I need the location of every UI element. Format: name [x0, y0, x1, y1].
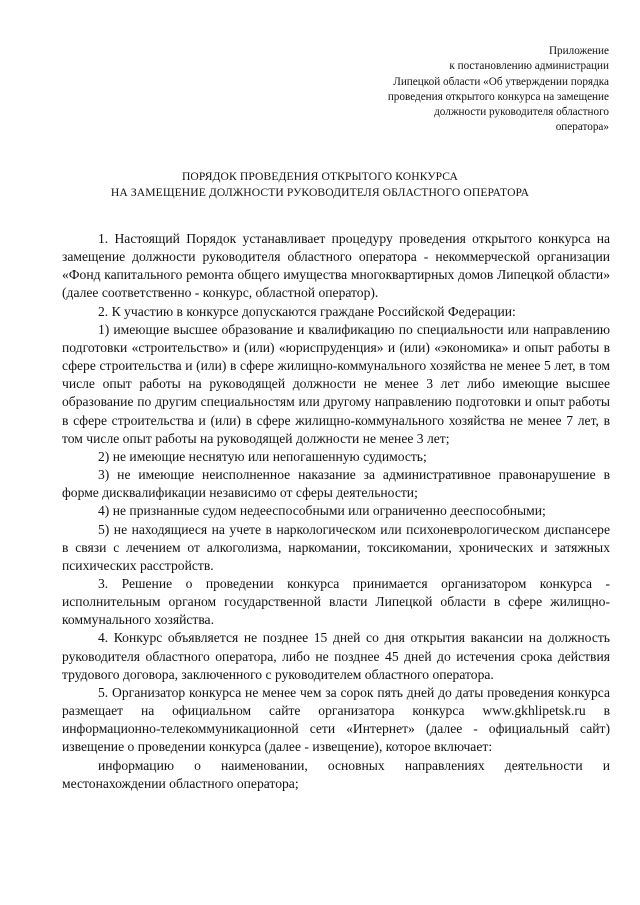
- paragraph-5: 5. Организатор конкурса не менее чем за сорок пять дней до даты проведения конкурса размещает на официальном сайте организатора конкурса www.gkhlipetsk.ru в информационно-телекоммуникационной сети «Интернет» (далее - официальный сайт) извещение о проведении конкурса (далее - извещение), которое включает:: [62, 684, 610, 755]
- annex-line: к постановлению администрации: [449, 60, 609, 73]
- paragraph-2-item-2: 2) не имеющие неснятую или непогашенную судимость;: [98, 448, 427, 464]
- annex-line: должности руководителя областного: [434, 106, 609, 119]
- document-title: [0, 169, 640, 201]
- annex-line: Липецкой области «Об утверждении порядка: [393, 75, 609, 88]
- paragraph-2-item-4: 4) не признанные судом недееспособными или ограниченно дееспособными;: [98, 503, 546, 519]
- annex-line: оператора»: [555, 121, 609, 134]
- annex-line: Приложение: [548, 45, 609, 57]
- paragraph-2: 2. К участию в конкурсе допускаются граждане Российской Федерации:: [98, 303, 516, 319]
- paragraph-2-item-1: 1) имеющие высшее образование и квалификацию по специальности или направлению подготовки «строительство» и (или) «юриспруденция» и (или) «экономика» и опыт работы в сфере строительства и (или) в сфере жилищно-коммунального хозяйства не менее 5 лет, в том числе опыт работы на руководящей должности не менее 3 лет либо имеющие высшее образование по другим специальностям или другому направлению подготовки и опыт работы в сфере строительства и (или) в сфере жилищно-коммунального хозяйства не менее 7 лет, в том числе опыт работы на руководящей должности не менее 3 лет;: [62, 321, 610, 446]
- annex-line: проведения открытого конкурса на замещение: [387, 90, 609, 103]
- title-line-2: НА ЗАМЕЩЕНИЕ ДОЛЖНОСТИ РУКОВОДИТЕЛЯ ОБЛАСТНОГО ОПЕРАТОРА: [110, 186, 530, 199]
- paragraph-2-item-5: 5) не находящиеся на учете в наркологическом или психоневрологическом диспансере в связи с лечением от алкоголизма, наркомании, токсикомании, хронических и затяжных психических расстройств.: [62, 521, 610, 573]
- document-body: [62, 230, 610, 793]
- paragraph-5-item-1: информацию о наименовании, основных направлениях деятельности и местонахождении областного оператора;: [62, 757, 610, 791]
- paragraph-2-item-3: 3) не имеющие неисполненное наказание за административное правонарушение в форме дисквалификации независимо от сферы деятельности;: [62, 467, 610, 501]
- paragraph-4: 4. Конкурс объявляется не позднее 15 дней со дня открытия вакансии на должность руководителя областного оператора, либо не позднее 45 дней до истечения срока действия трудового договора, заключенного с руководителем областного оператора.: [62, 630, 610, 682]
- title-line-1: ПОРЯДОК ПРОВЕДЕНИЯ ОТКРЫТОГО КОНКУРСА: [181, 170, 459, 183]
- paragraph-1: 1. Настоящий Порядок устанавливает процедуру проведения открытого конкурса на замещение должности руководителя областного оператора - некоммерческой организации «Фонд капитального ремонта общего имущества многоквартирных домов Липецкой области» (далее соответственно - конкурс, областной оператор).: [62, 231, 610, 301]
- paragraph-3: 3. Решение о проведении конкурса принимается организатором конкурса - исполнительным органом государственной власти Липецкой области в сфере жилищно-коммунального хозяйства.: [62, 575, 610, 628]
- annex-header: [339, 44, 609, 136]
